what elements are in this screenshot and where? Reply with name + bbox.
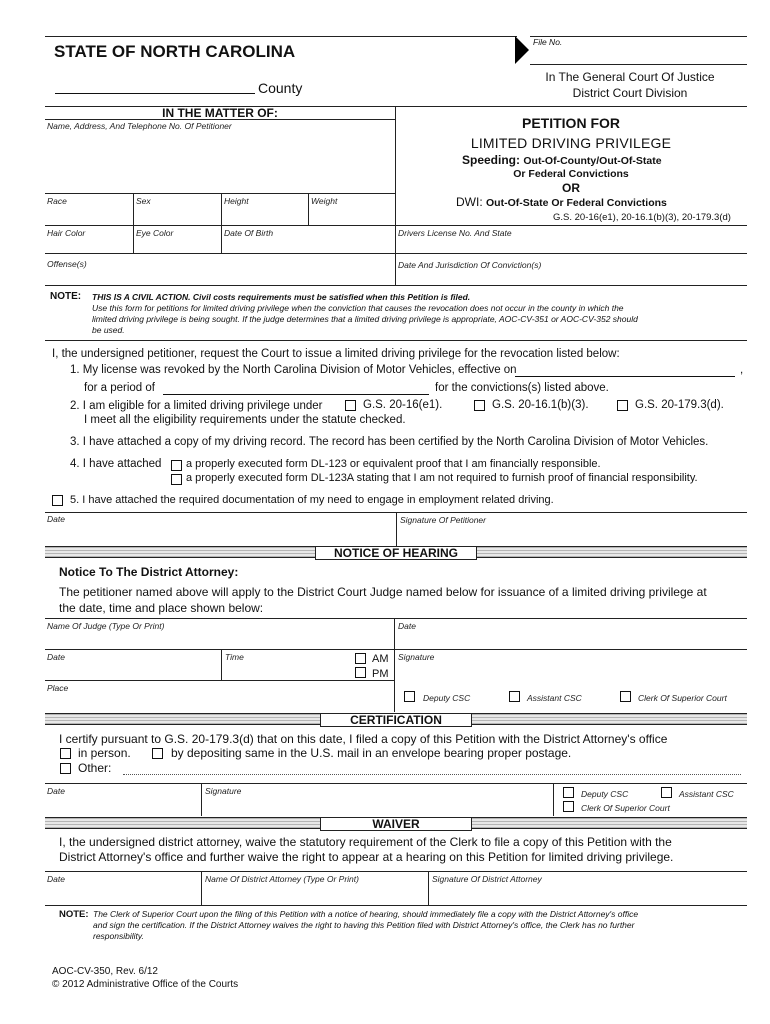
petitioner-label: Name, Address, And Telephone No. Of Petitioner — [47, 121, 232, 131]
waiver-date-label: Date — [47, 874, 65, 884]
dl-123-checkbox[interactable] — [171, 460, 182, 471]
dob-label: Date Of Birth — [224, 228, 274, 238]
hearing-text-2: the date, time and place shown below: — [59, 601, 264, 615]
matter-title: IN THE MATTER OF: — [162, 106, 278, 120]
gs-2-label: G.S. 20-16.1(b)(3). — [492, 399, 589, 411]
hearing-date-label: Date — [398, 621, 416, 631]
footer-note-2: and sign the certification. If the District Attorney waives the right to having this Petition filed with District Attorney's office, the Clerk has no further — [93, 920, 635, 930]
court-line-1: In The General Court Of Justice — [545, 70, 715, 84]
effective-date-field[interactable] — [515, 376, 735, 377]
col-line-2 — [221, 193, 222, 253]
hearing-divider — [394, 618, 395, 712]
hearing-signature-label: Signature — [398, 652, 435, 662]
cert-clerk-label: Clerk Of Superior Court — [581, 803, 670, 813]
court-line-2: District Court Division — [572, 86, 688, 100]
waiver-text-1: I, the undersigned district attorney, waive the statutory requirement of the Clerk to file a copy of this Petition with the — [59, 835, 672, 849]
time-label: Time — [225, 652, 244, 662]
gs-20-179-3-checkbox[interactable] — [617, 400, 628, 411]
speeding-text: Out-Of-County/Out-Of-State — [523, 155, 662, 167]
item-1b: for a period of — [84, 382, 155, 394]
judge-row-line — [45, 618, 747, 619]
waiver-sig-divider — [428, 871, 429, 905]
note-line-4: be used. — [92, 325, 125, 335]
dl-label: Drivers License No. And State — [398, 228, 512, 238]
place-row-line — [45, 680, 395, 681]
cert-date-line — [45, 783, 747, 784]
dwi-line — [456, 195, 667, 209]
offense-label: Offense(s) — [47, 259, 87, 269]
cert-deputy-checkbox[interactable] — [563, 787, 574, 798]
matter-divider — [395, 106, 396, 285]
waiver-bar — [45, 817, 747, 829]
cert-signature-label: Signature — [205, 786, 242, 796]
hearing-date2-label: Date — [47, 652, 65, 662]
waiver-name-divider — [201, 871, 202, 905]
note-line-3: limited driving privilege is being sought. If the judge determines that a limited driving privilege is appropriate, AOC-CV-351 or AOC-CV-352 should — [92, 314, 638, 324]
waiver-text-2: District Attorney's office and further waive the right to appear at a hearing on this Petition for limited driving privilege. — [59, 850, 674, 864]
cert-check-divider — [553, 783, 554, 816]
footer-note-3: responsibility. — [93, 931, 144, 941]
hearing-text-1: The petitioner named above will apply to the District Court Judge named below for issuance of a limited driving privilege at — [59, 585, 707, 599]
file-no-label: File No. — [533, 37, 563, 47]
hair-label: Hair Color — [47, 228, 86, 238]
dl-123a-checkbox[interactable] — [171, 474, 182, 485]
in-person-checkbox[interactable] — [60, 748, 71, 759]
cert-title: CERTIFICATION — [320, 713, 472, 727]
file-bottom-line — [530, 64, 747, 65]
statute-line: G.S. 20-16(e1), 20-16.1(b)(3), 20-179.3(d) — [553, 212, 731, 223]
hearing-deputy-label: Deputy CSC — [423, 693, 471, 703]
am-label: AM — [372, 653, 389, 665]
note-line-1: THIS IS A CIVIL ACTION. Civil costs requirements must be satisfied when this Petition is filed. — [92, 292, 471, 302]
other-field[interactable] — [123, 774, 741, 775]
county-field[interactable] — [55, 93, 255, 94]
item-1a: 1. My license was revoked by the North Carolina Division of Motor Vehicles, effective on — [70, 364, 517, 376]
place-label: Place — [47, 683, 69, 693]
cert-clerk-checkbox[interactable] — [563, 801, 574, 812]
pet-sig-divider — [396, 512, 397, 546]
item-4a: a properly executed form DL-123 or equivalent proof that I am financially responsible. — [186, 458, 601, 470]
item-2b: I meet all the eligibility requirements under the statute checked. — [84, 414, 406, 426]
copyright: © 2012 Administrative Office of the Courts — [52, 979, 239, 990]
footer-note-1: The Clerk of Superior Court upon the filing of this Petition with a notice of hearing, should immediately file a copy with the District Attorney's office — [93, 909, 639, 919]
file-top-line — [530, 36, 747, 37]
other-label: Other: — [78, 761, 112, 775]
sex-label: Sex — [136, 196, 151, 206]
gs-3-label: G.S. 20-179.3(d). — [635, 399, 724, 411]
item-5: 5. I have attached the required documentation of my need to engage in employment related driving. — [70, 494, 554, 506]
item-4b: a properly executed form DL-123A stating that I am not required to furnish proof of financial responsibility. — [186, 472, 698, 484]
speeding-text-2: Or Federal Convictions — [513, 168, 629, 180]
hearing-clerk-checkbox[interactable] — [620, 691, 631, 702]
note-label: NOTE: — [50, 291, 82, 302]
note-line-2: Use this form for petitions for limited driving privilege when the conviction that causes the revocation does not occur in the county in which the — [92, 303, 624, 313]
date-juris-label: Date And Jurisdiction Of Conviction(s) — [398, 260, 542, 270]
col-line-1 — [133, 193, 134, 253]
item-4: 4. I have attached — [70, 458, 162, 470]
mail-label: by depositing same in the U.S. mail in an envelope bearing proper postage. — [171, 746, 572, 760]
county-label: County — [258, 80, 303, 96]
state-title: STATE OF NORTH CAROLINA — [54, 42, 296, 61]
date-row-line — [45, 649, 747, 650]
cert-sig-divider — [201, 783, 202, 816]
speeding-label: Speeding: — [462, 153, 521, 167]
offense-row-line — [45, 253, 747, 254]
matter-title-line — [45, 119, 395, 120]
da-name-label: Name Of District Attorney (Type Or Print) — [205, 874, 359, 884]
dwi-label: DWI: — [456, 195, 483, 209]
am-checkbox[interactable] — [355, 653, 366, 664]
race-row-line — [45, 193, 395, 194]
gs-20-16-e1-checkbox[interactable] — [345, 400, 356, 411]
in-person-label: in person. — [78, 746, 131, 760]
pet-date-label: Date — [47, 514, 65, 524]
item-3: 3. I have attached a copy of my driving record. The record has been certified by the North Carolina Division of Motor Vehicles. — [70, 436, 709, 448]
cert-assistant-label: Assistant CSC — [679, 789, 734, 799]
da-signature-label: Signature Of District Attorney — [432, 874, 542, 884]
hearing-bar — [45, 546, 747, 558]
gs-20-16-1-checkbox[interactable] — [474, 400, 485, 411]
file-arrow-icon — [515, 36, 529, 64]
pm-label: PM — [372, 668, 389, 680]
other-checkbox[interactable] — [60, 763, 71, 774]
waiver-bottom-line — [45, 905, 747, 906]
cert-assistant-checkbox[interactable] — [661, 787, 672, 798]
pet-sig-label: Signature Of Petitioner — [400, 515, 486, 525]
period-field[interactable] — [163, 394, 429, 395]
cert-deputy-label: Deputy CSC — [581, 789, 629, 799]
hearing-assistant-checkbox[interactable] — [509, 691, 520, 702]
item-2a: 2. I am eligible for a limited driving privilege under — [70, 400, 323, 412]
form-number: AOC-CV-350, Rev. 6/12 — [52, 966, 158, 977]
hair-row-line — [45, 225, 747, 226]
petition-title-1: PETITION FOR — [522, 115, 620, 131]
eye-label: Eye Color — [136, 228, 174, 238]
cert-text: I certify pursuant to G.S. 20-179.3(d) that on this date, I filed a copy of this Petition with the District Attorney's office — [59, 732, 668, 746]
race-label: Race — [47, 196, 67, 206]
hearing-title: NOTICE OF HEARING — [315, 546, 477, 560]
note-bottom-line — [45, 340, 747, 341]
notice-to-da: Notice To The District Attorney: — [59, 565, 239, 579]
petition-intro: I, the undersigned petitioner, request the Court to issue a limited driving privilege for the revocation listed below: — [52, 348, 620, 360]
hearing-assistant-label: Assistant CSC — [527, 693, 582, 703]
waiver-date-line — [45, 871, 747, 872]
weight-label: Weight — [311, 196, 338, 206]
waiver-title: WAIVER — [320, 817, 472, 831]
hearing-clerk-label: Clerk Of Superior Court — [638, 693, 727, 703]
cert-date-label: Date — [47, 786, 65, 796]
employment-checkbox[interactable] — [52, 495, 63, 506]
col-line-3 — [308, 193, 309, 225]
mail-checkbox[interactable] — [152, 748, 163, 759]
top-rule — [45, 36, 517, 37]
item-1-comma: , — [740, 364, 744, 376]
item-1c: for the convictions(s) listed above. — [435, 382, 609, 394]
height-label: Height — [224, 196, 249, 206]
dwi-text: Out-Of-State Or Federal Convictions — [486, 197, 667, 209]
note-top-line — [45, 285, 747, 286]
speeding-line — [462, 153, 662, 167]
footer-note-label: NOTE: — [59, 909, 89, 920]
petition-title-2: LIMITED DRIVING PRIVILEGE — [470, 135, 672, 151]
or-label: OR — [562, 181, 580, 195]
gs-1-label: G.S. 20-16(e1). — [363, 399, 443, 411]
cert-bar — [45, 713, 747, 725]
judge-label: Name Of Judge (Type Or Print) — [47, 621, 165, 631]
hearing-deputy-checkbox[interactable] — [404, 691, 415, 702]
time-divider — [221, 649, 222, 680]
pm-checkbox[interactable] — [355, 667, 366, 678]
